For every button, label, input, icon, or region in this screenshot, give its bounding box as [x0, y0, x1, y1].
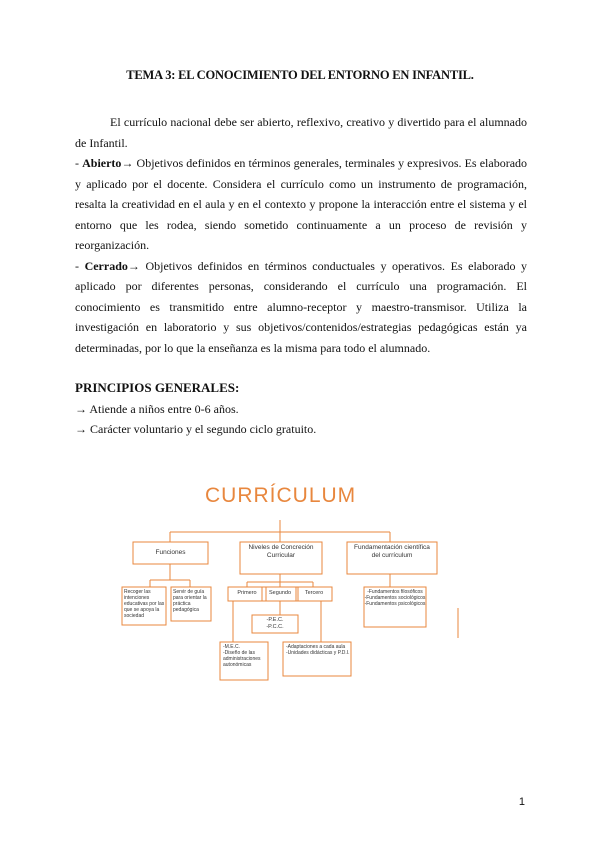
- node-primero: Primero: [237, 590, 257, 596]
- abierto-paragraph: - Abierto→ Objetivos definidos en términos generales, terminales y expresivos. Es elaborado y aplicado por el docente. Considera el currículo como un instrumento de programación, resalta la creatividad en el aula y en el contexto y propone la interacción entre el sistema y el entorno que les rodea, siendo sometido continuamente a un proceso de revisión y reorganización.: [75, 156, 528, 252]
- node-segundo: Segundo: [268, 590, 292, 596]
- principio-item-1: → Atiende a niños entre 0-6 años.: [75, 401, 239, 416]
- node-niveles: Niveles de Concreción Curricular: [248, 544, 314, 559]
- page-number: 1: [518, 796, 525, 808]
- principios-heading: PRINCIPIOS GENERALES:: [75, 380, 240, 395]
- abierto-label: Abierto: [82, 156, 122, 170]
- cerrado-text: Objetivos definidos en términos conductuales y operativos. Es elaborado y aplicado por diferentes personas, considerando el currículo una programación. El conocimiento es transmitido entre alumno-receptor y maestro-transmisor. Utiliza la investigación en laboratorio y sus objetivos/contenidos/estrategias pedagógicas están ya determinadas, por lo que la enseñanza es la misma para todo el alumnado.: [75, 258, 528, 355]
- curriculum-diagram: [115, 480, 475, 690]
- node-funciones: Funciones: [155, 549, 186, 556]
- node-func-servir: Servir de guía para orientar la práctica pedagógica: [173, 589, 207, 613]
- node-fundamentacion: Fundamentación científica del currículum: [354, 544, 430, 559]
- document-body: [75, 112, 527, 440]
- cerrado-paragraph: - Cerrado→ Objetivos definidos en términos conductuales y operativos. Es elaborado y aplicado por diferentes personas, considerando el currículo una programación. El conocimiento es transmitido entre alumno-receptor y maestro-transmisor. Utiliza la investigación en laboratorio y sus objetivos/contenidos/estrategias pedagógicas están ya determinadas, por lo que la enseñanza es la misma para todo el alumnado.: [75, 258, 528, 355]
- node-tercero: Tercero: [304, 590, 324, 596]
- diagram-title: CURRÍCULUM: [205, 484, 357, 507]
- node-func-recoger: Recoger las intenciones educativas por las que se apoya la sociedad: [124, 589, 165, 619]
- node-adaptaciones: -Adaptaciones a cada aula -Unidades didácticas y P.D.I.: [286, 644, 350, 656]
- intro-paragraph: El currículo nacional debe ser abierto, reflexivo, creativo y divertido para el alumnado de Infantil.: [75, 115, 527, 150]
- principio-item-2: → Carácter voluntario y el segundo ciclo gratuito.: [75, 422, 317, 436]
- abierto-text: Objetivos definidos en términos generales, terminales y expresivos. Es elaborado y aplicado por el docente. Considera el currículo como un instrumento de programación, resalta la creatividad en el aula y en el contexto y propone la interacción entre el sistema y el entorno que les rodea, siendo sometido continuamente a un proceso de revisión y reorganización.: [75, 156, 528, 252]
- document-title: TEMA 3: EL CONOCIMIENTO DEL ENTORNO EN INFANTIL.: [126, 68, 474, 82]
- diagram-lines: [115, 480, 475, 690]
- node-pec-pcc: -P.E.C. -P.C.C.: [266, 617, 284, 630]
- node-fundamentos: -Fundamentos filosóficos -Fundamentos sociológicos -Fundamentos psicológicos: [364, 589, 426, 607]
- cerrado-label: Cerrado: [84, 258, 128, 273]
- node-mec: -M.E.C. -Diseño de las administraciones autonómicas: [223, 644, 261, 668]
